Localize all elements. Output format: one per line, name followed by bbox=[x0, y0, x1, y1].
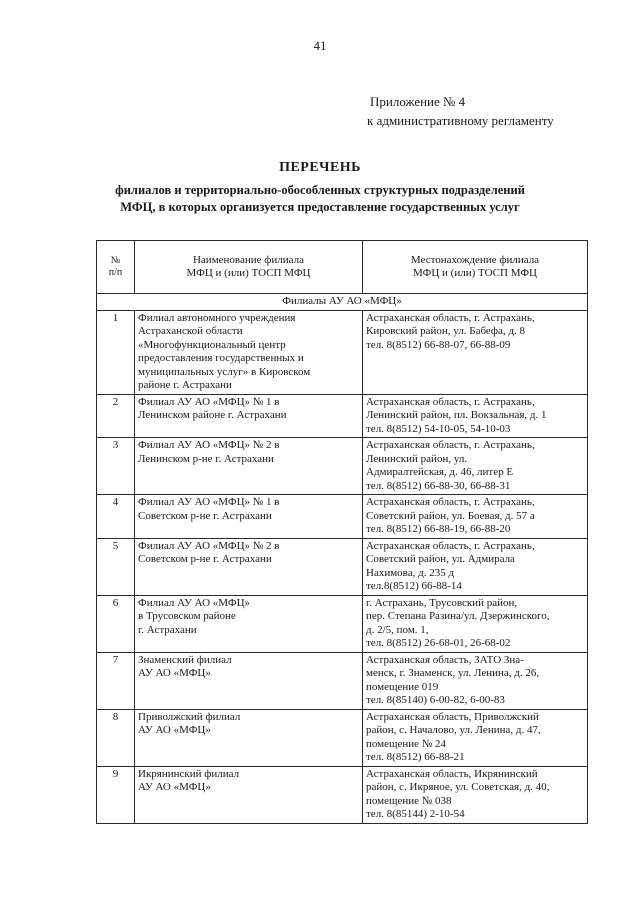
branch-location bbox=[363, 495, 588, 539]
branch-location-line: д. 2/5, пом. 1, bbox=[366, 623, 429, 636]
branch-name-line: Ленинском р-не г. Астрахани bbox=[138, 452, 274, 465]
branch-location-line: помещение 019 bbox=[366, 680, 439, 693]
branch-location-line: тел. 8(8512) 66-88-21 bbox=[366, 751, 465, 763]
branch-name-line: районе г. Астрахани bbox=[138, 379, 232, 391]
branch-name-line: Филиал автономного учреждения bbox=[138, 311, 296, 324]
branch-name-line: предоставления государственных и bbox=[138, 352, 304, 364]
branch-location-line: Советский район, ул. Адмирала bbox=[366, 553, 515, 565]
appendix-note bbox=[367, 92, 554, 130]
branch-location-line: Адмиралтейская, д. 46, литер Е bbox=[366, 466, 514, 478]
row-number: 2 bbox=[97, 394, 135, 438]
table-row bbox=[97, 394, 588, 438]
branch-location-line: Ленинский район, пл. Вокзальная, д. 1 bbox=[366, 409, 547, 421]
branch-location-line: Астраханская область, г. Астрахань, bbox=[366, 539, 535, 552]
branch-location-line: Астраханская область, Икрянинский bbox=[366, 767, 538, 780]
row-number: 5 bbox=[97, 538, 135, 595]
branch-name-line: муниципальных услуг» в Кировском bbox=[138, 365, 311, 378]
branch-name bbox=[135, 438, 363, 495]
branch-name bbox=[135, 495, 363, 539]
branch-location bbox=[363, 652, 588, 709]
branch-name-line: Знаменский филиал bbox=[138, 653, 232, 666]
table-row bbox=[97, 495, 588, 539]
table-row bbox=[97, 652, 588, 709]
page-number: 41 bbox=[313, 38, 327, 53]
branch-location-line: тел. 8(8512) 26-68-01, 26-68-02 bbox=[366, 637, 511, 649]
branch-location-line: Астраханская область, г. Астрахань, bbox=[366, 439, 535, 451]
branch-name-line: Филиал АУ АО «МФЦ» № 1 в bbox=[138, 496, 280, 508]
branches-table bbox=[96, 240, 588, 824]
branch-name bbox=[135, 310, 363, 394]
branch-location-line: Астраханская область, Приволжский bbox=[366, 710, 539, 723]
header-number bbox=[97, 241, 135, 294]
section-row bbox=[97, 294, 588, 311]
branch-location-line: район, с. Началово, ул. Ленина, д. 47, bbox=[366, 724, 541, 736]
branch-location-line: Кировский район, ул. Бабефа, д. 8 bbox=[366, 325, 526, 337]
branch-name bbox=[135, 766, 363, 823]
branch-location-line: тел. 8(8512) 66-88-30, 66-88-31 bbox=[366, 479, 511, 492]
row-number: 1 bbox=[97, 310, 135, 394]
branch-location-line: Советский район, ул. Боевая, д. 57 а bbox=[366, 509, 535, 522]
branch-location bbox=[363, 595, 588, 652]
branch-name-line: в Трусовском районе bbox=[138, 610, 236, 622]
branch-location bbox=[363, 709, 588, 766]
branch-name bbox=[135, 394, 363, 438]
table-row bbox=[97, 538, 588, 595]
branch-location-line: г. Астрахань, Трусовский район, bbox=[366, 596, 518, 609]
branch-location bbox=[363, 310, 588, 394]
branch-location-line: тел. 8(85140) 6-00-82, 6-00-83 bbox=[366, 694, 505, 706]
header-name-line-1: Наименование филиала bbox=[192, 253, 305, 266]
branch-location bbox=[363, 766, 588, 823]
branch-location-line: тел. 8(8512) 66-88-19, 66-88-20 bbox=[366, 523, 511, 535]
header-name-line-2: МФЦ и (или) ТОСП МФЦ bbox=[186, 267, 311, 279]
branch-name-line: АУ АО «МФЦ» bbox=[138, 667, 211, 679]
row-number: 3 bbox=[97, 438, 135, 495]
branch-location-line: тел. 8(85144) 2-10-54 bbox=[366, 808, 465, 820]
title-line-1: филиалов и территориально-обособленных структурных подразделений bbox=[115, 183, 525, 197]
branch-location-line: тел. 8(8512) 66-88-07, 66-88-09 bbox=[366, 338, 511, 351]
branch-name-line: АУ АО «МФЦ» bbox=[138, 724, 211, 736]
branch-location-line: тел.8(8512) 66-88-14 bbox=[366, 580, 462, 592]
branch-location-line: Астраханская область, ЗАТО Зна- bbox=[366, 653, 524, 666]
table-header-row bbox=[97, 241, 588, 294]
branch-name-line: АУ АО «МФЦ» bbox=[138, 781, 211, 793]
table-row bbox=[97, 766, 588, 823]
header-number-line-1: № bbox=[110, 255, 121, 266]
branch-name-line: Филиал АУ АО «МФЦ» № 2 в bbox=[138, 439, 280, 451]
branch-location bbox=[363, 438, 588, 495]
table-row bbox=[97, 438, 588, 495]
branch-name-line: «Многофункциональный центр bbox=[138, 338, 286, 351]
branch-name-line: Приволжский филиал bbox=[138, 710, 241, 723]
row-number: 9 bbox=[97, 766, 135, 823]
appendix-line-1: Приложение № 4 bbox=[370, 94, 466, 109]
appendix-line-2: к административному регламенту bbox=[367, 113, 554, 128]
branch-location-line: тел. 8(8512) 54-10-05, 54-10-03 bbox=[366, 422, 511, 435]
branch-name-line: г. Астрахани bbox=[138, 623, 197, 636]
branch-name bbox=[135, 538, 363, 595]
branch-name bbox=[135, 595, 363, 652]
header-number-line-2: п/п bbox=[108, 267, 123, 278]
branch-name-line: Филиал АУ АО «МФЦ» № 1 в bbox=[138, 395, 280, 408]
branch-location-line: помещение № 24 bbox=[366, 737, 447, 750]
row-number: 4 bbox=[97, 495, 135, 539]
branch-name-line: Советском р-не г. Астрахани bbox=[138, 509, 272, 522]
branch-location-line: Астраханская область, г. Астрахань, bbox=[366, 311, 535, 324]
branch-location bbox=[363, 394, 588, 438]
branch-location-line: район, с. Икряное, ул. Советская, д. 40, bbox=[366, 781, 550, 793]
document-title bbox=[0, 160, 640, 216]
table-row bbox=[97, 595, 588, 652]
branch-location bbox=[363, 538, 588, 595]
branch-name bbox=[135, 709, 363, 766]
table-row bbox=[97, 310, 588, 394]
branch-location-line: пер. Степана Разина/ул. Дзержинского, bbox=[366, 610, 550, 622]
branch-name-line: Икрянинский филиал bbox=[138, 767, 240, 780]
row-number: 7 bbox=[97, 652, 135, 709]
section-title: Филиалы АУ АО «МФЦ» bbox=[97, 294, 588, 311]
branch-name-line: Астраханской области bbox=[138, 325, 243, 337]
header-location-line-2: МФЦ и (или) ТОСП МФЦ bbox=[413, 267, 537, 279]
branch-name-line: Ленинском районе г. Астрахани bbox=[138, 409, 287, 421]
title-main: ПЕРЕЧЕНЬ bbox=[279, 160, 361, 175]
branch-name-line: Филиал АУ АО «МФЦ» № 2 в bbox=[138, 539, 280, 552]
branch-name-line: Филиал АУ АО «МФЦ» bbox=[138, 596, 251, 609]
header-location-line-1: Местонахождение филиала bbox=[410, 253, 540, 266]
title-line-2: МФЦ, в которых организуется предоставление государственных услуг bbox=[120, 200, 520, 214]
branch-location-line: менск, г. Знаменск, ул. Ленина, д. 26, bbox=[366, 667, 540, 679]
header-location bbox=[363, 241, 588, 294]
branch-location-line: Нахимова, д. 235 д bbox=[366, 566, 455, 579]
header-name bbox=[135, 241, 363, 294]
branch-location-line: Астраханская область, г. Астрахань, bbox=[366, 395, 535, 408]
branch-name-line: Советском р-не г. Астрахани bbox=[138, 553, 272, 565]
branch-name bbox=[135, 652, 363, 709]
table-row bbox=[97, 709, 588, 766]
row-number: 6 bbox=[97, 595, 135, 652]
branch-location-line: Ленинский район, ул. bbox=[366, 452, 468, 465]
branch-location-line: Астраханская область, г. Астрахань, bbox=[366, 496, 535, 508]
table-body bbox=[97, 294, 588, 824]
row-number: 8 bbox=[97, 709, 135, 766]
branch-location-line: помещение № 038 bbox=[366, 794, 452, 807]
